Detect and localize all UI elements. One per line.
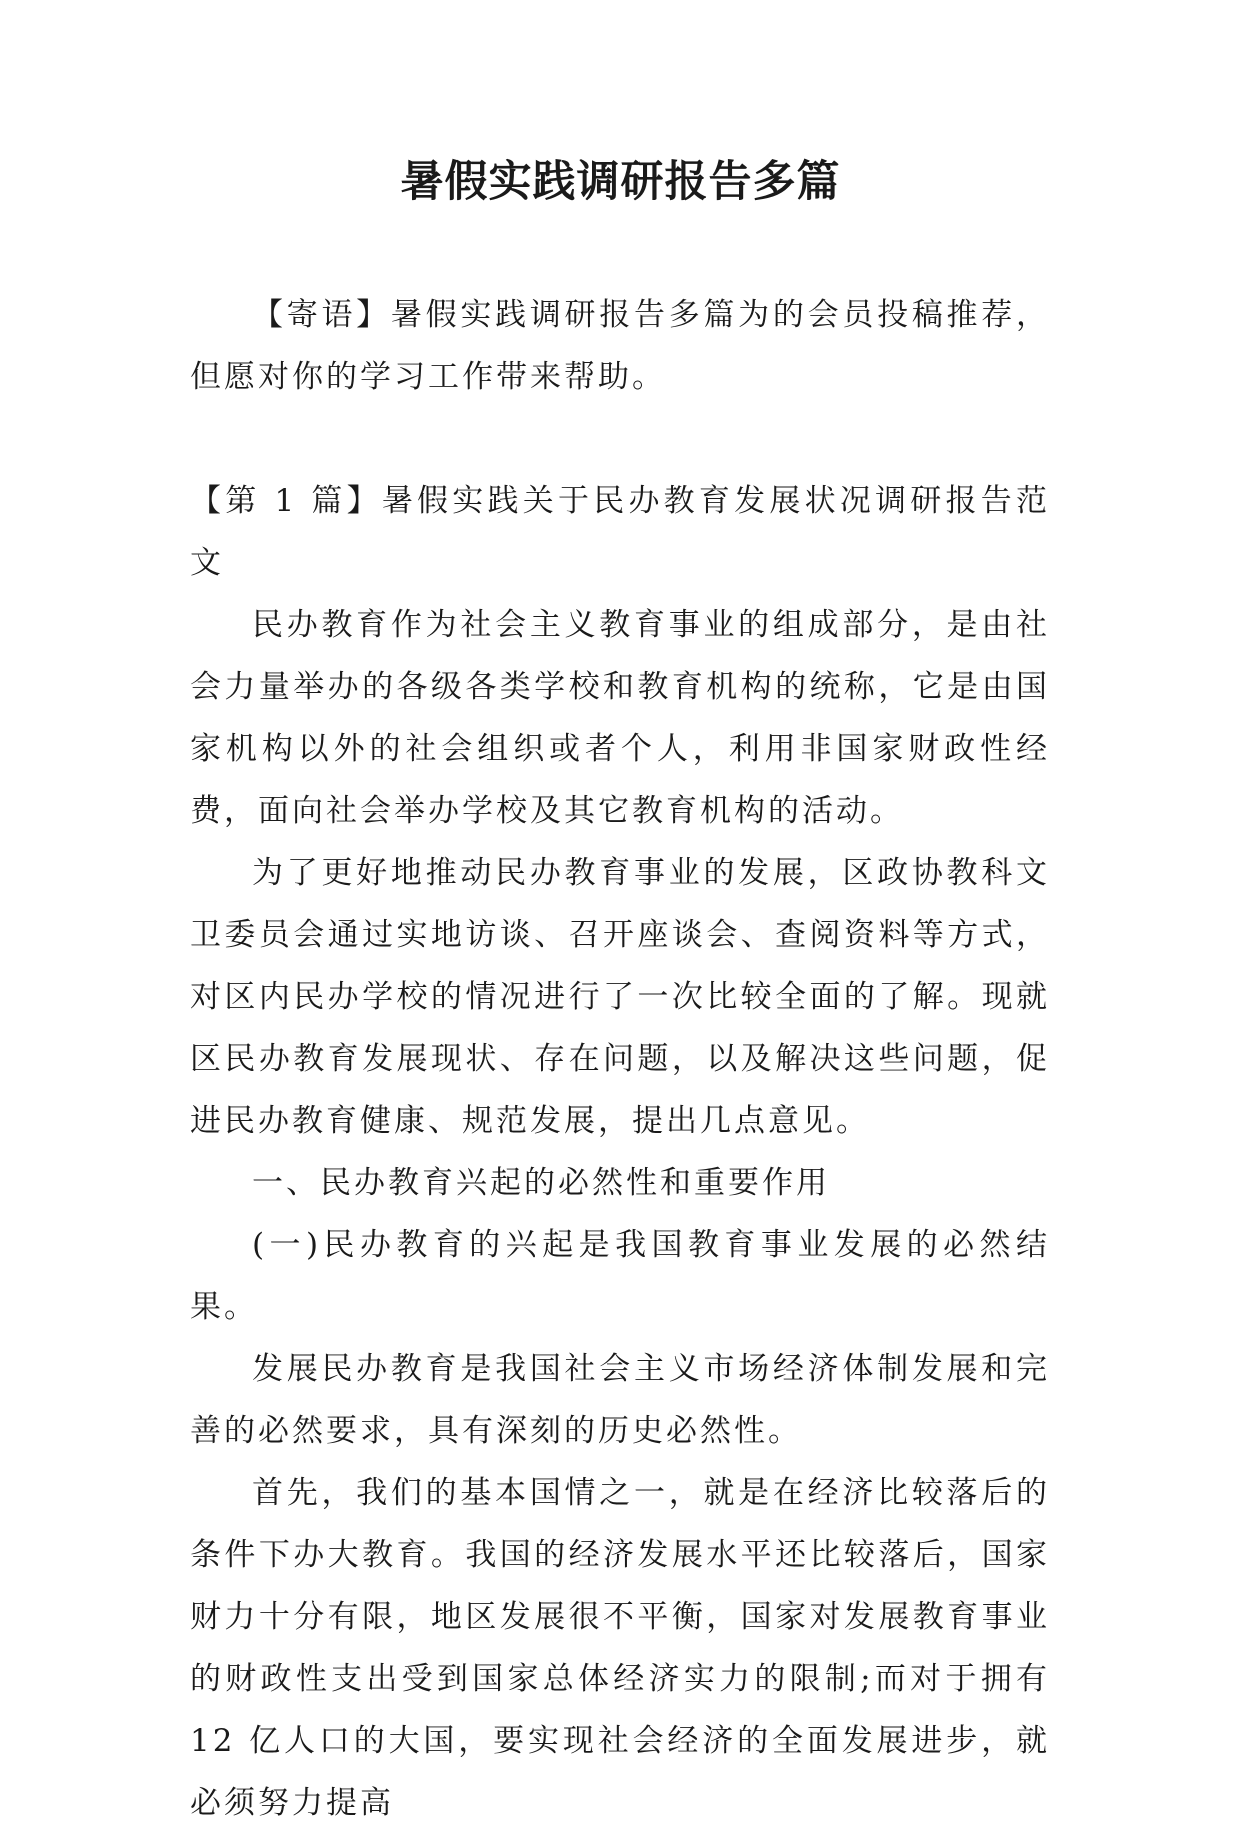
body-paragraph: 首先，我们的基本国情之一，就是在经济比较落后的条件下办大教育。我国的经济发展水平还比较落后，国家财力十分有限，地区发展很不平衡，国家对发展教育事业的财政性支出受到国家总体经济实力的限制;而对于拥有 12 亿人口的大国，要实现社会经济的全面发展进步，就必须努力提高 [190, 1475, 1050, 1821]
subheading: (一)民办教育的兴起是我国教育事业发展的必然结果。 [190, 1227, 1050, 1325]
intro-paragraph: 【寄语】暑假实践调研报告多篇为的会员投稿推荐，但愿对你的学习工作带来帮助。 [190, 297, 1050, 395]
article-body [190, 470, 1050, 1834]
body-paragraph: 发展民办教育是我国社会主义市场经济体制发展和完善的必然要求，具有深刻的历史必然性。 [190, 1351, 1050, 1449]
section-heading: 【第 1 篇】暑假实践关于民办教育发展状况调研报告范文 [190, 483, 1050, 581]
document-title: 暑假实践调研报告多篇 [400, 157, 841, 207]
intro-block [190, 284, 1050, 408]
body-paragraph: 为了更好地推动民办教育事业的发展，区政协教科文卫委员会通过实地访谈、召开座谈会、查阅资料等方式，对区内民办学校的情况进行了一次比较全面的了解。现就区民办教育发展现状、存在问题，以及解决这些问题，促进民办教育健康、规范发展，提出几点意见。 [190, 855, 1050, 1139]
subheading: 一、民办教育兴起的必然性和重要作用 [252, 1165, 830, 1201]
body-paragraph: 民办教育作为社会主义教育事业的组成部分，是由社会力量举办的各级各类学校和教育机构的统称，它是由国家机构以外的社会组织或者个人，利用非国家财政性经费，面向社会举办学校及其它教育机构的活动。 [190, 607, 1050, 829]
